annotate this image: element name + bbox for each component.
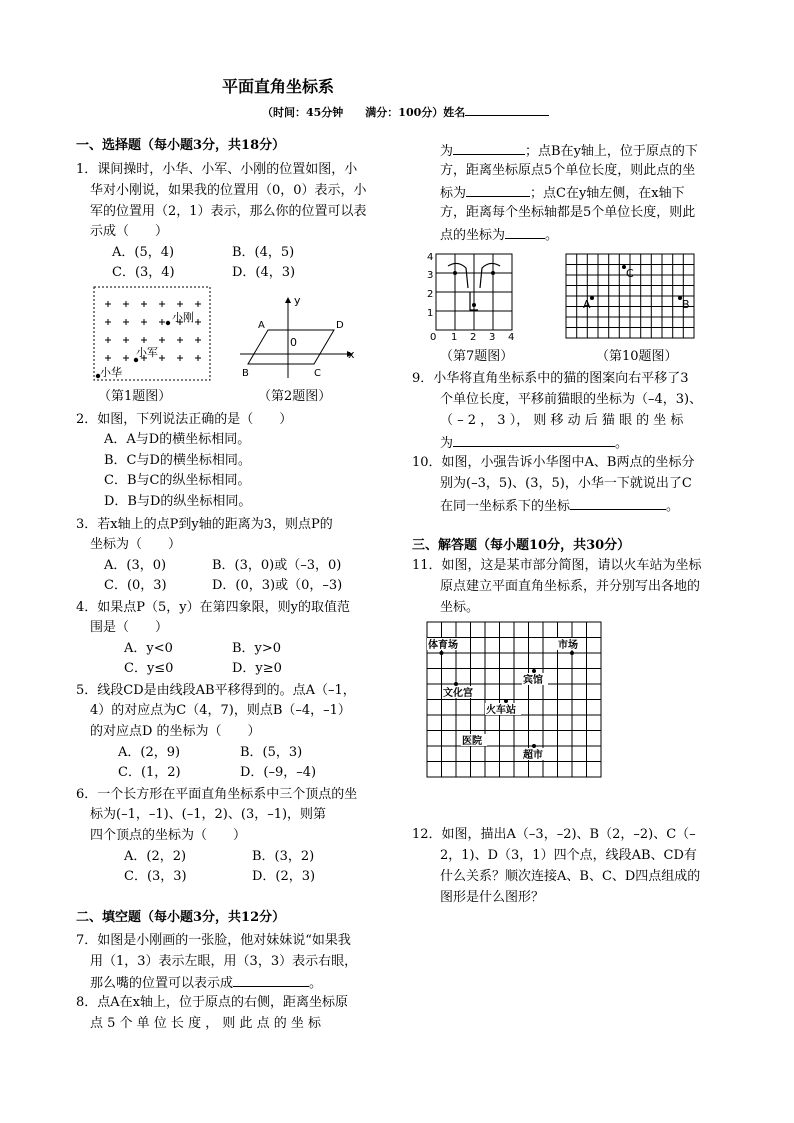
face-left-brow [448, 263, 468, 288]
fig2-label-c: C [314, 368, 321, 379]
face-left-eye [453, 271, 457, 275]
q8-text: 。 [545, 228, 559, 243]
q9-line-4 [440, 432, 628, 454]
q8-cont-3 [440, 182, 685, 204]
q3-option-a: A．(3，0) [104, 558, 167, 573]
subtitle-text: （时间：45分钟 满分：100分）姓名 [262, 106, 466, 119]
q9-line: 个单位长度，平移前猫眼的坐标为（–4，3)、 [440, 392, 703, 407]
page-subtitle [262, 101, 549, 120]
map-label-wenhuagong: 文化宫 [443, 688, 473, 699]
q8-answer-b[interactable] [466, 182, 530, 197]
q5-option-d: D．(–9，–4) [240, 765, 317, 780]
q8-text: 点的坐标为 [440, 228, 506, 243]
q12-line: 图形是什么图形？ [440, 890, 545, 905]
q11-line: 坐标。 [440, 600, 480, 615]
label-xiaohua: 小华 [100, 366, 122, 379]
q1-option-a: A．(5，4) [112, 245, 175, 260]
q9-line: （ – 2 ， 3 ）， 则 移 动 后 猫 眼 的 坐 标 [440, 413, 684, 428]
q4-option-b: B．y>0 [232, 641, 282, 656]
q9-line: 9．小华将直角坐标系中的猫的图案向右平移了3 [412, 371, 689, 386]
q1-option-b: B．(4，5) [232, 245, 295, 260]
q6-option-a: A．(2，2) [124, 849, 187, 864]
q10-line: 别为(–3，5)、(3，5)，小华一下就说出了C [440, 476, 692, 491]
fig7-tick: 1 [451, 332, 458, 343]
fig2-label-x: x [348, 348, 355, 361]
q10-answer-blank[interactable] [570, 495, 666, 510]
fig7-tick: 3 [489, 332, 496, 343]
figure-2-caption: （第2题图） [258, 389, 332, 404]
q7-line: 用（1，3）表示左眼，用（3，3）表示右眼， [90, 954, 358, 969]
q3-option-d: D．(0，3)或（0，–3) [212, 578, 343, 593]
q5-option-a: A．(2，9) [118, 745, 181, 760]
q6-option-d: D．(2，3) [252, 869, 316, 884]
map-label-tiyuchang: 体育场 [428, 640, 458, 651]
q5-line: 4）的对应点为C（4，7)，则点B（–4，–1） [90, 703, 351, 718]
label-xiaogang: 小刚 [172, 311, 194, 324]
q8-cont-1 [440, 140, 698, 162]
label-xiaojun: 小军 [136, 346, 158, 359]
q7-end: 。 [309, 976, 323, 991]
fig7-tick: 4 [508, 332, 515, 343]
q7-line: 7．如图是小刚画的一张脸，他对妹妹说“如果我 [76, 933, 351, 948]
map-point-huochezhan [504, 699, 508, 703]
q10-text: 。 [666, 499, 680, 514]
fig10-label-a: A [583, 298, 591, 311]
map-label-shichang: 市场 [558, 640, 578, 651]
q3-line: 3．若x轴上的点P到y轴的距离为3，则点P的 [76, 517, 333, 532]
fig2-label-o: 0 [290, 336, 297, 349]
map-point-tiyuchang [440, 651, 444, 655]
fig7-tick: 2 [427, 289, 434, 300]
q5-line: 的对应点D 的坐标为（ ） [90, 724, 261, 739]
q1-line: 1．课间操时，小华、小军、小刚的位置如图，小 [76, 162, 358, 177]
q8-answer-c[interactable] [505, 224, 545, 239]
fig7-tick: 2 [470, 332, 477, 343]
figure-10-caption: （第10题图） [596, 349, 678, 364]
q3-option-b: B．(3，0)或（–3，0) [212, 558, 342, 573]
fig10-label-c: C [626, 267, 634, 280]
q1-line: 华对小刚说，如果我的位置用（0，0）表示，小 [90, 183, 367, 198]
q6-option-c: C．(3，3) [124, 869, 187, 884]
city-map-grid [426, 621, 602, 779]
q8-text: ；点B在y轴上，位于原点的下 [525, 144, 698, 159]
fig2-label-d: D [336, 320, 344, 331]
q10-text: 在同一坐标系下的坐标 [440, 499, 571, 514]
map-label-yiyuan: 医院 [462, 736, 482, 747]
q2-option-b: B．C与D的横坐标相同。 [104, 453, 251, 468]
fig7-tick: 3 [427, 270, 434, 281]
q11-line: 原点建立平面直角坐标系，并分别写出各地的 [440, 579, 701, 594]
q2-option-a: A．A与D的横坐标相同。 [104, 432, 251, 447]
q5-line: 5．线段CD是由线段AB平移得到的。点A（–1， [76, 683, 356, 698]
map-point-shichang [570, 651, 574, 655]
q6-line: 标为(–1，–1)、(–1，2)、(3，–1)，则第 [90, 807, 327, 822]
xiaogang-point [166, 321, 170, 325]
q2-option-d: D．B与D的纵坐标相同。 [104, 494, 252, 509]
fig2-label-b: B [242, 368, 249, 379]
face-mouth [472, 303, 476, 307]
q7-text: 那么嘴的位置可以表示成 [90, 976, 234, 991]
q8-cont-4: 方，距离每个坐标轴都是5个单位长度，则此 [440, 205, 696, 220]
q8-line: 点 5 个 单 位 长 度 ， 则 此 点 的 坐 标 [90, 1016, 321, 1031]
q4-option-c: C．y≤0 [124, 661, 174, 676]
fig10-label-b: B [682, 298, 690, 311]
map-point-wenhuagong [454, 682, 458, 686]
q6-line: 6．一个长方形在平面直角坐标系中三个顶点的坐 [76, 787, 358, 802]
q8-line: 8．点A在x轴上，位于原点的右侧，距离坐标原 [76, 995, 348, 1010]
fig2-label-a: A [258, 320, 265, 331]
q8-cont-2: 方，距离坐标原点5个单位长度，则此点的坐 [440, 163, 696, 178]
section2-heading: 二、填空题（每小题3分，共12分） [76, 910, 286, 925]
q12-line: 12．如图，描出A（–3，–2)、B（2，–2)、C（– [412, 827, 696, 842]
q10-line-3 [440, 495, 679, 517]
fig10-point-a [590, 296, 594, 300]
section1-heading: 一、选择题（每小题3分，共18分） [76, 138, 286, 153]
q1-option-d: D．(4，3) [232, 265, 296, 280]
fig7-tick: 4 [427, 252, 434, 263]
q9-text: 。 [615, 436, 629, 451]
q1-line: 示成（ ） [90, 224, 169, 239]
figure-1-grid [90, 284, 214, 384]
q4-option-a: A．y<0 [124, 641, 173, 656]
section3-heading: 三、解答题（每小题10分，共30分） [412, 538, 631, 553]
q9-text: 为 [440, 436, 454, 451]
q5-option-b: B．(5，3) [240, 745, 303, 760]
q6-line: 四个顶点的坐标为（ ） [90, 828, 247, 843]
face-right-eye [491, 271, 495, 275]
q5-option-c: C．(1，2) [118, 765, 181, 780]
q7-line-3 [90, 972, 322, 994]
figure-1-caption: （第1题图） [98, 389, 172, 404]
q8-text: 为 [440, 144, 454, 159]
page-title: 平面直角坐标系 [222, 77, 335, 96]
fig2-label-y: y [294, 294, 301, 307]
q3-line: 坐标为（ ） [90, 537, 182, 552]
q1-line: 军的位置用（2，1）表示，那么你的位置可以表 [90, 204, 367, 219]
map-label-chaoshi: 超市 [523, 750, 543, 761]
q11-line: 11．如图，这是某市部分简图，请以火车站为坐标 [412, 558, 702, 573]
q4-line: 围是（ ） [90, 620, 169, 635]
q9-answer-blank[interactable] [453, 432, 615, 447]
figure-2-axes [236, 292, 364, 384]
map-label-huochezhan: 火车站 [486, 705, 516, 716]
q7-answer-blank[interactable] [233, 972, 309, 987]
map-point-binguan [532, 669, 536, 673]
q8-cont-5 [440, 224, 558, 246]
fig7-tick: 1 [427, 308, 434, 319]
q2-stem: 2．如图，下列说法正确的是（ ） [76, 412, 293, 427]
q10-line: 10．如图，小强告诉小华图中A、B两点的坐标分 [412, 455, 695, 470]
map-label-binguan: 宾馆 [523, 675, 543, 686]
figure-7-caption: （第7题图） [440, 349, 514, 364]
map-point-chaoshi [532, 744, 536, 748]
fig7-tick: 0 [430, 332, 437, 343]
figure-7-grid [426, 248, 516, 344]
q6-option-b: B．(3，2) [252, 849, 315, 864]
q4-option-d: D．y≥0 [232, 661, 282, 676]
q12-line: 2，1)、D（3，1）四个点，线段AB、CD有 [440, 848, 697, 863]
q4-line: 4．如果点P（5，y）在第四象限，则y的取值范 [76, 600, 350, 615]
q8-text: ；点C在y轴左侧，在x轴下 [530, 186, 685, 201]
q8-answer-a[interactable] [453, 140, 525, 155]
q2-option-c: C．B与C的纵坐标相同。 [104, 473, 251, 488]
q8-text: 标为 [440, 186, 467, 201]
q12-line: 什么关系？顺次连接A、B、C、D四点组成的 [440, 869, 701, 884]
q3-option-c: C．(0，3) [104, 578, 167, 593]
name-blank[interactable] [465, 101, 549, 116]
face-right-brow [480, 263, 500, 288]
figure-10-grid [565, 253, 697, 343]
q1-option-c: C．(3，4) [112, 265, 175, 280]
